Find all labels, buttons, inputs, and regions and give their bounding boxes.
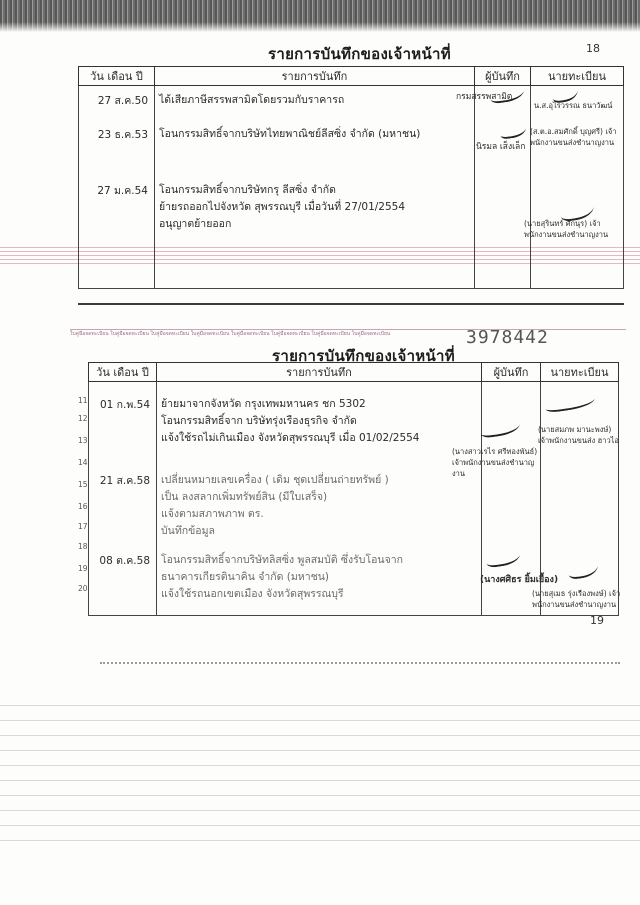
row-entry-line: เป็น ลงสลากเพิ่มทรัพย์สิน (มีใบเสร็จ) (161, 490, 328, 503)
row-date: 01 ก.พ.54 (89, 382, 157, 460)
scan-artifact-line (0, 720, 640, 721)
row-entry-line: ย้ายมาจากจังหวัด กรุงเทพมหานคร ชก 5302 (161, 398, 366, 410)
scan-artifact-line (0, 750, 640, 751)
row-date: 23 ธ.ค.53 (79, 120, 155, 162)
watermark-strip: ใบคู่มือจดทะเบียน ใบคู่มือจดทะเบียน ใบคู่มือจดทะเบียน ใบคู่มือจดทะเบียน ใบคู่มือจดทะเบียน ใบคู่มือจดทะเบียน ใบคู่มือจดทะเบียน ใบคู่มือจดทะเบียน (70, 329, 626, 338)
scan-artifact-dots (100, 662, 620, 670)
recorder-stamp: นิรมล เส็งเล็ก (476, 142, 526, 152)
line-number: 20 (78, 584, 88, 593)
row-entry-line: แจ้งใช้รถนอกเขตเมือง จังหวัดสุพรรณบุรี (161, 587, 344, 600)
column-header-date: วัน เดือน ปี (79, 67, 155, 86)
row-entry-line: ย้ายรถออกไปจังหวัด สุพรรณบุรี เมื่อวันที่ 27/01/2554 (159, 200, 406, 213)
recorder-stamp: (นางศศิธร ยิ้มเยื้อง) (480, 575, 559, 585)
column-header-date: วัน เดือน ปี (89, 363, 157, 382)
page-divider (78, 303, 624, 305)
column-header-recorder: ผู้บันทึก (475, 67, 531, 86)
line-number: 17 (78, 522, 88, 531)
row-entry-line: ธนาคารเกียรตินาคิน จำกัด (มหาชน) (161, 570, 330, 583)
line-numbers (78, 396, 88, 596)
scan-artifact-line (0, 765, 640, 766)
recorder-stamp: (นางสาวเรไร ศรีทองพันธ์) เจ้าพนักงานขนส่งชำนาญงาน (452, 447, 538, 478)
scan-artifact-line (0, 795, 640, 796)
row-entry-line: แจ้งตามสภาพภาพ ตร. (161, 507, 264, 520)
row-entry-line: บันทึกข้อมูล (161, 524, 215, 537)
line-number: 19 (78, 564, 88, 573)
row-entry-line: โอนกรรมสิทธิ์จากบริษัทลิสซิ่ง พูลสมบัติ ซึ่งรับโอนจาก (161, 553, 404, 566)
row-entry-line: เปลี่ยนหมายเลขเครื่อง ( เดิม ชุดเปลี่ยนถ่ายทรัพย์ ) (161, 473, 389, 486)
registrar-stamp: น.ส.อุไรวรรณ ธนาวัฒน์ (534, 101, 613, 110)
registrar-stamp: (นายสมภพ มานะพงษ์) เจ้าพนักงานขนส่ง ฮาวไอ (538, 425, 619, 445)
page-number-top: 18 (586, 42, 600, 55)
recorder-stamp: กรมสรรพสามิต (456, 92, 513, 102)
column-header-recorder: ผู้บันทึก (482, 363, 541, 382)
scan-artifact-line (0, 780, 640, 781)
document-number: 3978442 (466, 327, 549, 348)
page-title-top: รายการบันทึกของเจ้าหน้าที่ (268, 45, 451, 63)
line-number: 16 (78, 502, 88, 511)
page-title-bottom: รายการบันทึกของเจ้าหน้าที่ (272, 347, 455, 365)
line-number: 15 (78, 480, 88, 489)
scan-artifact-line (0, 840, 640, 841)
page-number-bottom: 19 (590, 614, 604, 627)
column-header-entry: รายการบันทึก (155, 67, 475, 86)
scan-shadow (0, 0, 640, 32)
row-entry-line: โอนกรรมสิทธิ์จากบริษัทไทยพาณิชย์ลีสซิ่ง จำกัด (มหาชน) (159, 127, 421, 140)
row-entry-line: อนุญาตย้ายออก (159, 217, 232, 230)
column-header-entry: รายการบันทึก (157, 363, 482, 382)
line-number: 18 (78, 542, 88, 551)
column-header-registrar: นายทะเบียน (541, 363, 619, 382)
line-number: 14 (78, 458, 88, 467)
column-header-registrar: นายทะเบียน (531, 67, 624, 86)
scan-artifact-line (0, 825, 640, 826)
row-date: 21 ส.ค.58 (89, 460, 157, 546)
line-number: 12 (78, 414, 88, 423)
registrar-stamp: (นายสุเมธ รุ่งเรืองพงษ์) เจ้าพนักงานขนส่งชำนาญงาน (532, 589, 621, 609)
row-entry-line: ได้เสียภาษีสรรพสามิตโดยรวมกับราคารถ (159, 94, 345, 106)
row-date: 27 ม.ค.54 (79, 162, 155, 289)
row-entry-line: โอนกรรมสิทธิ์จากบริษัทกรุ ลีสซิ่ง จำกัด (159, 183, 336, 196)
scan-artifact-line (0, 735, 640, 736)
row-date: 27 ส.ค.50 (79, 86, 155, 120)
row-date: 08 ต.ค.58 (89, 546, 157, 616)
scan-artifact-line (0, 705, 640, 706)
scan-artifact-line (0, 810, 640, 811)
registrar-stamp: (นายสุรินทร์ ศักนุร) เจ้าพนักงานขนส่งชำนาญงาน (524, 219, 609, 239)
line-number: 13 (78, 436, 88, 445)
row-entry-line: โอนกรรมสิทธิ์จาก บริษัทรุ่งเรืองธุรกิจ จำกัด (161, 415, 357, 427)
row-entry-line: แจ้งใช้รถไม่เกินเมือง จังหวัดสุพรรณบุรี เมื่อ 01/02/2554 (161, 432, 420, 444)
line-number: 11 (78, 396, 88, 405)
registrar-stamp: (ส.ต.อ.สมศักดิ์ บุญศรี) เจ้าพนักงานขนส่งชำนาญงาน (530, 127, 617, 147)
